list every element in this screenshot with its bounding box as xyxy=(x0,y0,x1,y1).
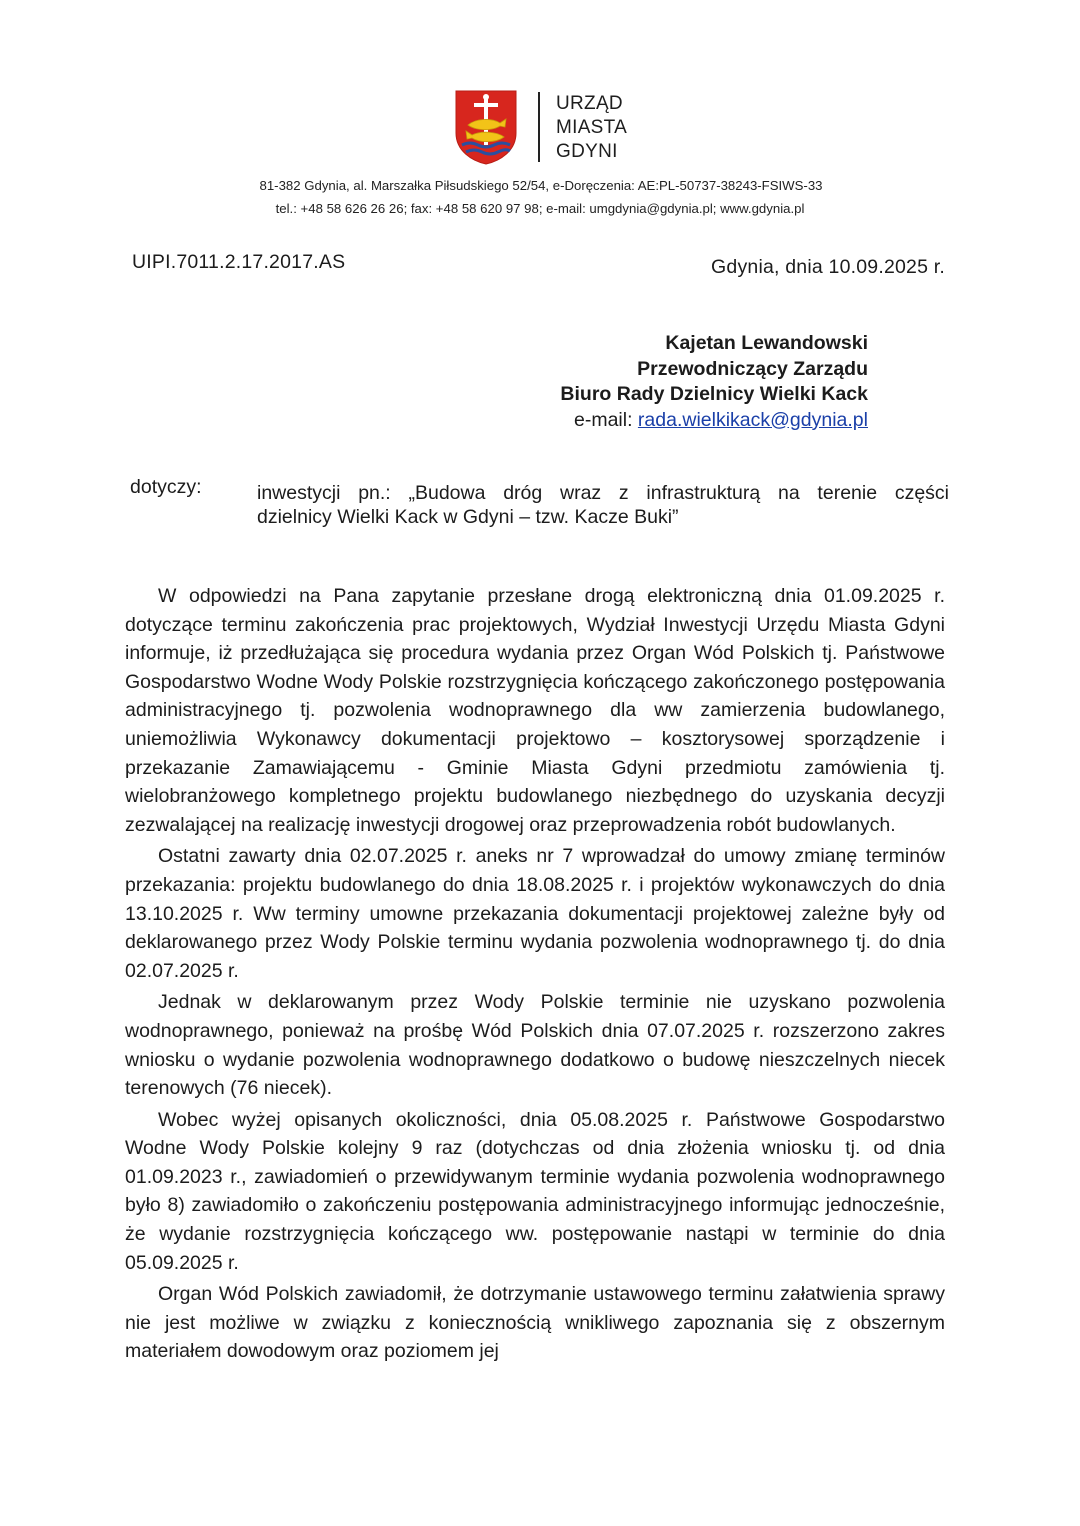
recipient-email-line xyxy=(560,408,868,434)
body-paragraph: W odpowiedzi na Pana zapytanie przesłane drogą elektroniczną dnia 01.09.2025 r. dotyczące terminu zakończenia prac projektowych, Wydział Inwestycji Urzędu Miasta Gdyni informuje, iż przedłużająca się procedura wydania przez Organ Wód Polskich tj. Państwowe Gospodarstwo Wodne Wody Polskie rozstrzygnięcia kończącego zakończonego postępowania administracyjnego tj. pozwolenia wodnoprawnego dla ww zamierzenia budowlanego, uniemożliwia Wykonawcy dokumentacji projektowo – kosztorysowej sporządzenie i przekazanie Zamawiającemu - Gminie Miasta Gdyni przedmiotu zamówienia tj. wielobranżowego kompletnego projektu budowlanego niezbędnego do uzyskania decyzji zezwalającej na realizację inwestycji drogowej oraz przeprowadzenia robót budowlanych. xyxy=(125,585,945,836)
subject-label: dotyczy: xyxy=(130,476,202,498)
subject-text xyxy=(257,481,949,529)
recipient-office: Biuro Rady Dzielnicy Wielki Kack xyxy=(560,383,868,405)
org-name-line: GDYNI xyxy=(556,141,618,162)
body-paragraph: Ostatni zawarty dnia 02.07.2025 r. aneks nr 7 wprowadzał do umowy zmianę terminów przekazania: projektu budowlanego do dnia 18.08.2025 r. i projektów wykonawczych do dnia 13.10.2025 r. Ww terminy umowne przekazania dokumentacji projektowej zależne były od deklarowanego przez Wody Polskie terminu wydania pozwolenia wodnoprawnego tj. do dnia 02.07.2025 r. xyxy=(125,845,945,982)
recipient-name: Kajetan Lewandowski xyxy=(665,332,868,354)
letter-date: Gdynia, dnia 10.09.2025 r. xyxy=(711,256,945,278)
body-paragraph: Wobec wyżej opisanych okoliczności, dnia 05.08.2025 r. Państwowe Gospodarstwo Wodne Wody Polskie kolejny 9 raz (dotychczas od dnia złożenia wniosku tj. od dnia 01.09.2023 r., zawiadomień o przewidywanym terminie wydania pozwolenia wodnoprawnego było 8) zawiadomiło o zakończeniu postępowania administracyjnego informując jednocześnie, że wydanie rozstrzygnięcia kończącego ww. postępowanie nastąpi w terminie do dnia 05.09.2025 r. xyxy=(125,1108,945,1274)
body-paragraph: Jednak w deklarowanym przez Wody Polskie terminie nie uzyskano pozwolenia wodnoprawnego, ponieważ na prośbę Wód Polskich dnia 07.07.2025 r. rozszerzono zakres wniosku o wydanie pozwolenia wodnoprawnego dodatkowo o budowę nieszczelnych niecek terenowych (76 niecek). xyxy=(125,991,945,1100)
address-line: 81-382 Gdynia, al. Marszałka Piłsudskiego 52/54, e-Doręczenia: AE:PL-50737-38243-FSIWS-33 xyxy=(259,178,823,193)
org-name xyxy=(556,92,627,164)
contact-line: tel.: +48 58 626 26 26; fax: +48 58 620 97 98; e-mail: umgdynia@gdynia.pl; www.gdynia.pl xyxy=(275,201,805,216)
email-label: e-mail: xyxy=(573,408,638,431)
subject-line: dzielnicy Wielki Kack w Gdyni – tzw. Kacze Buki” xyxy=(257,506,679,528)
subject-line: inwestycji pn.: „Budowa dróg wraz z infrastrukturą na terenie części xyxy=(257,482,949,504)
org-name-line: URZĄD xyxy=(556,93,623,114)
gdynia-crest-icon xyxy=(454,89,518,165)
recipient-block xyxy=(560,331,868,433)
recipient-email-link[interactable]: rada.wielkikack@gdynia.pl xyxy=(637,408,868,431)
header-divider xyxy=(538,92,540,162)
org-name-line: MIASTA xyxy=(556,117,628,138)
recipient-position: Przewodniczący Zarządu xyxy=(637,357,868,380)
body-paragraph: Organ Wód Polskich zawiadomił, że dotrzymanie ustawowego terminu załatwienia sprawy nie jest możliwe w związku z koniecznością wnikliwego zapoznania się z obszernym materiałem dowodowym oraz poziomem jej xyxy=(125,1283,945,1363)
reference-number: UIPI.7011.2.17.2017.AS xyxy=(132,251,346,273)
letter-body xyxy=(125,582,945,1366)
